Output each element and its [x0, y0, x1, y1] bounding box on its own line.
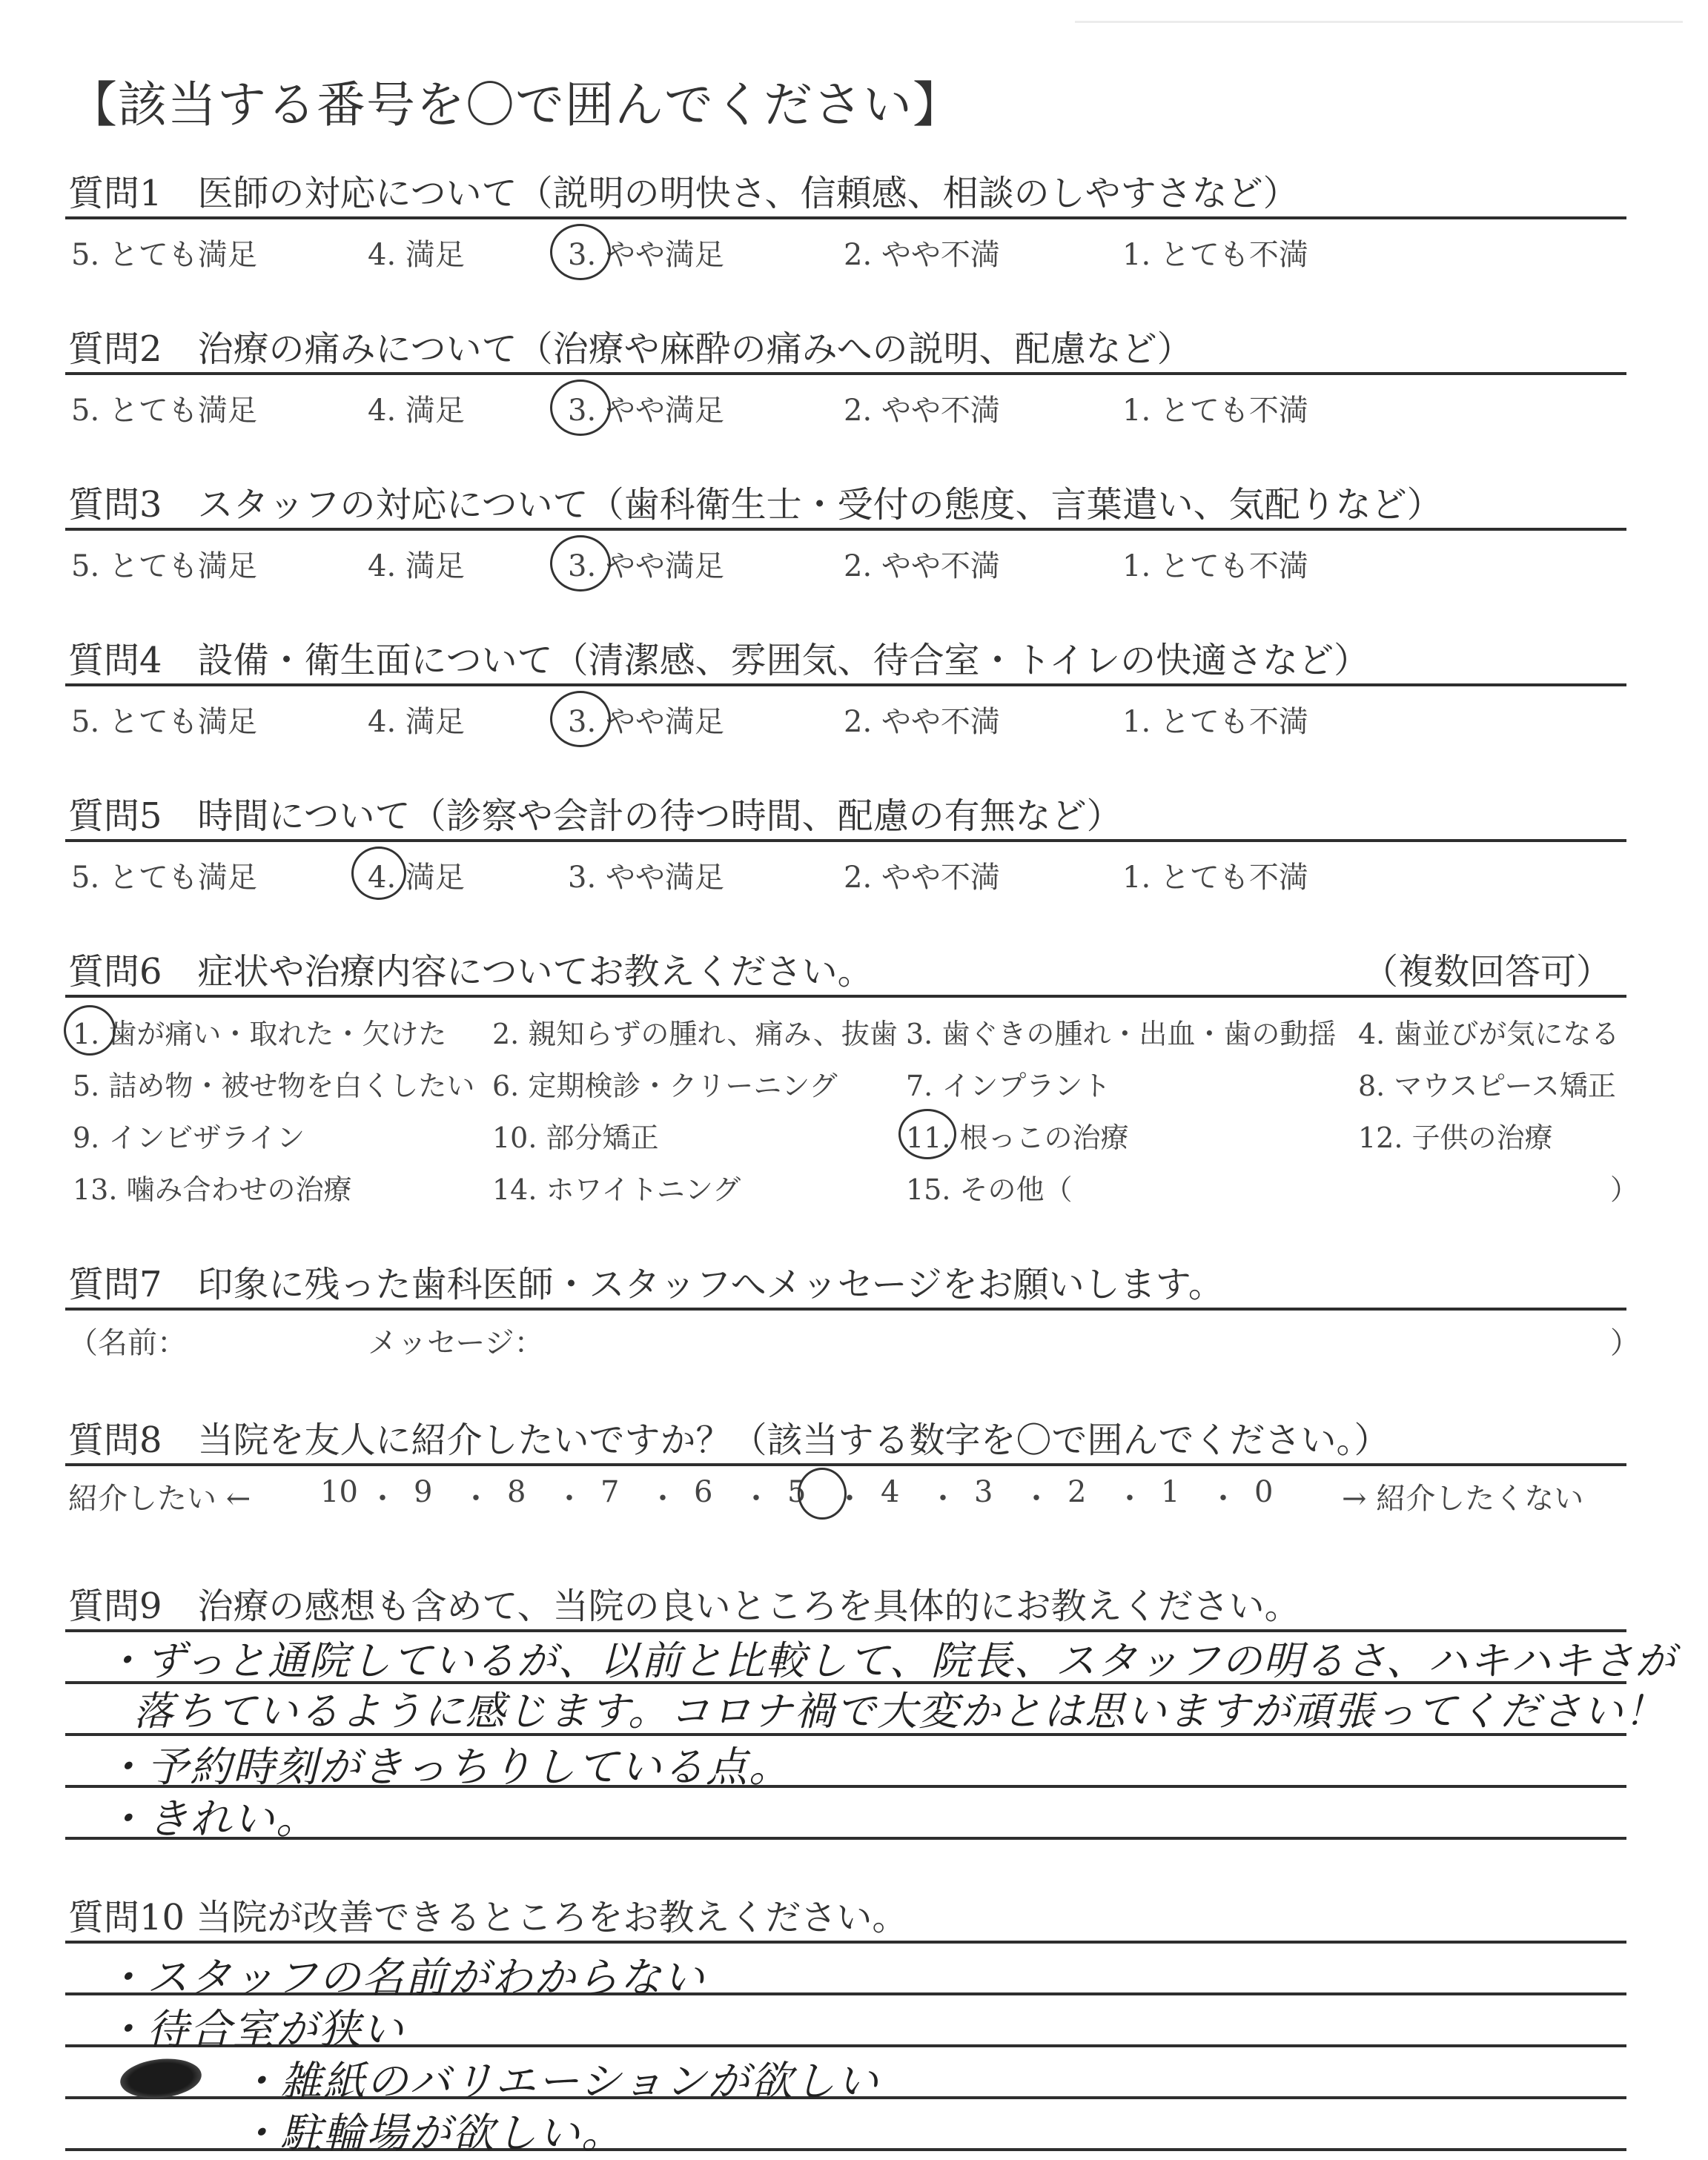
- scribbled-out-mark: [119, 2055, 204, 2101]
- q3-option-5[interactable]: 5. とても満足: [71, 549, 257, 583]
- q8-left-label: 紹介したい ←: [68, 1482, 251, 1516]
- q3-selection-circle: [550, 535, 611, 592]
- q2-selection-circle: [550, 380, 611, 436]
- q8-right-label: → 紹介したくない: [1342, 1482, 1584, 1516]
- q2-option-4[interactable]: 4. 満足: [368, 394, 465, 428]
- q2-rule: [65, 372, 1626, 375]
- q6-option-2[interactable]: 2. 親知らずの腫れ、痛み、抜歯: [492, 1018, 898, 1050]
- q10-answer-line-4: ・駐輪場が欲しい。: [237, 2110, 624, 2158]
- q3-option-1[interactable]: 1. とても不満: [1122, 549, 1308, 583]
- q1-option-1[interactable]: 1. とても不満: [1122, 238, 1308, 272]
- q10-answer-line-1: ・スタッフの名前がわからない: [104, 1954, 706, 2002]
- q4-option-5[interactable]: 5. とても満足: [71, 705, 257, 739]
- q8-selection-circle: [798, 1468, 847, 1520]
- q6-heading: 質問6 症状や治療内容についてお教えください。: [68, 951, 873, 993]
- q6-other-close-paren: ）: [1610, 1173, 1639, 1206]
- q6-selection-circle-11: [898, 1109, 956, 1159]
- q4-heading: 質問4 設備・衛生面について（清潔感、雰囲気、待合室・トイレの快適さなど）: [68, 640, 1370, 681]
- q8-scale-dot: ・: [928, 1482, 958, 1516]
- q1-option-3[interactable]: 3. やや満足: [568, 238, 724, 272]
- q2-option-3[interactable]: 3. やや満足: [568, 394, 724, 428]
- q8-scale-value-7[interactable]: 7: [600, 1475, 620, 1509]
- q3-option-2[interactable]: 2. やや不満: [844, 549, 1000, 583]
- q2-option-2[interactable]: 2. やや不満: [844, 394, 1000, 428]
- q9-heading: 質問9 治療の感想も含めて、当院の良いところを具体的にお教えください。: [68, 1586, 1300, 1627]
- q8-scale-value-10[interactable]: 10: [320, 1475, 358, 1509]
- scan-edge-line: [1075, 21, 1683, 23]
- q6-option-3[interactable]: 3. 歯ぐきの腫れ・出血・歯の動揺: [906, 1018, 1337, 1050]
- q10-rule-1: [65, 1941, 1626, 1944]
- q9-answer-line-2: 落ちているように感じます。コロナ禍で大変かとは思いますが頑張ってください！: [133, 1688, 1666, 1735]
- q7-close-paren: ）: [1610, 1326, 1640, 1360]
- q8-scale-dot: ・: [1022, 1482, 1051, 1516]
- q1-selection-circle: [550, 224, 611, 280]
- q8-scale-value-0[interactable]: 0: [1254, 1475, 1274, 1509]
- q5-option-2[interactable]: 2. やや不満: [844, 861, 1000, 895]
- q5-selection-circle: [351, 847, 406, 900]
- q8-scale-value-2[interactable]: 2: [1068, 1475, 1087, 1509]
- q6-option-5[interactable]: 5. 詰め物・被せ物を白くしたい: [73, 1070, 475, 1102]
- q8-scale-dot: ・: [461, 1482, 491, 1516]
- q10-answer-line-3: ・雑紙のバリエーションが欲しい: [237, 2058, 880, 2106]
- q10-heading: 質問10 当院が改善できるところをお教えください。: [68, 1897, 908, 1938]
- q2-option-5[interactable]: 5. とても満足: [71, 394, 257, 428]
- q1-option-4[interactable]: 4. 満足: [368, 238, 465, 272]
- q7-heading: 質問7 印象に残った歯科医師・スタッフへメッセージをお願いします。: [68, 1264, 1224, 1305]
- q5-rule: [65, 839, 1626, 842]
- q7-name-label: （名前：: [68, 1326, 187, 1360]
- q8-scale-value-1[interactable]: 1: [1161, 1475, 1180, 1509]
- q6-option-8[interactable]: 8. マウスピース矯正: [1358, 1070, 1616, 1102]
- q8-scale-value-6[interactable]: 6: [694, 1475, 713, 1509]
- q6-option-9[interactable]: 9. インビザライン: [73, 1122, 305, 1154]
- q5-option-5[interactable]: 5. とても満足: [71, 861, 257, 895]
- q4-option-4[interactable]: 4. 満足: [368, 705, 465, 739]
- q8-scale-value-5[interactable]: 5: [787, 1475, 807, 1509]
- q2-heading: 質問2 治療の痛みについて（治療や麻酔の痛みへの説明、配慮など）: [68, 328, 1193, 370]
- q5-option-3[interactable]: 3. やや満足: [568, 861, 724, 895]
- q4-option-3[interactable]: 3. やや満足: [568, 705, 724, 739]
- q6-option-10[interactable]: 10. 部分矯正: [492, 1122, 659, 1154]
- q6-option-4[interactable]: 4. 歯並びが気になる: [1358, 1018, 1620, 1050]
- q2-option-1[interactable]: 1. とても不満: [1122, 394, 1308, 428]
- q4-option-2[interactable]: 2. やや不満: [844, 705, 1000, 739]
- q6-option-6[interactable]: 6. 定期検診・クリーニング: [492, 1070, 838, 1102]
- q8-scale-dot: ・: [555, 1482, 584, 1516]
- q1-rule: [65, 216, 1626, 219]
- q6-option-15[interactable]: 15. その他（: [906, 1173, 1073, 1206]
- q7-message-label: メッセージ：: [368, 1326, 544, 1360]
- q3-rule: [65, 528, 1626, 531]
- q6-option-12[interactable]: 12. 子供の治療: [1358, 1122, 1553, 1154]
- q5-heading: 質問5 時間について（診察や会計の待つ時間、配慮の有無など）: [68, 795, 1122, 837]
- q6-multiple-note: （複数回答可）: [1363, 951, 1612, 993]
- q8-scale-dot: ・: [648, 1482, 678, 1516]
- q9-answer-line-3: ・予約時刻がきっちりしている点。: [104, 1743, 792, 1792]
- q6-option-1[interactable]: 1. 歯が痛い・取れた・欠けた: [73, 1018, 447, 1050]
- q6-selection-circle-1: [64, 1005, 116, 1056]
- q6-option-11[interactable]: 11. 根っこの治療: [906, 1122, 1129, 1154]
- q1-heading: 質問1 医師の対応について（説明の明快さ、信頼感、相談のしやすさなど）: [68, 173, 1299, 214]
- q3-option-4[interactable]: 4. 満足: [368, 549, 465, 583]
- q4-selection-circle: [550, 691, 611, 747]
- q10-answer-line-2: ・待合室が狭い: [104, 2006, 405, 2054]
- q3-heading: 質問3 スタッフの対応について（歯科衛生士・受付の態度、言葉遣い、気配りなど）: [68, 484, 1443, 526]
- q7-rule: [65, 1308, 1626, 1311]
- q8-heading: 質問8 当院を友人に紹介したいですか？（該当する数字を〇で囲んでください。）: [68, 1419, 1390, 1461]
- q8-scale-value-4[interactable]: 4: [881, 1475, 900, 1509]
- q8-scale-dot: ・: [1208, 1482, 1238, 1516]
- page-title: 【該当する番号を〇で囲んでください】: [68, 76, 962, 133]
- q6-option-13[interactable]: 13. 噛み合わせの治療: [73, 1173, 352, 1206]
- q8-scale-dot: ・: [835, 1482, 864, 1516]
- q9-answer-line-1: ・ずっと通院しているが、以前と比較して、院長、スタッフの明るさ、ハキハキさが: [104, 1637, 1677, 1684]
- q4-option-1[interactable]: 1. とても不満: [1122, 705, 1308, 739]
- q9-answer-line-4: ・きれい。: [104, 1795, 319, 1843]
- q1-option-5[interactable]: 5. とても満足: [71, 238, 257, 272]
- q6-option-14[interactable]: 14. ホワイトニング: [492, 1173, 741, 1206]
- q8-scale-dot: ・: [1115, 1482, 1145, 1516]
- q8-rule: [65, 1463, 1626, 1466]
- q8-scale-value-8[interactable]: 8: [507, 1475, 526, 1509]
- q6-rule: [65, 995, 1626, 998]
- q5-option-1[interactable]: 1. とても不満: [1122, 861, 1308, 895]
- q8-scale-dot: ・: [368, 1482, 397, 1516]
- q3-option-3[interactable]: 3. やや満足: [568, 549, 724, 583]
- q4-rule: [65, 683, 1626, 686]
- q5-option-4[interactable]: 4. 満足: [368, 861, 465, 895]
- q8-scale-value-3[interactable]: 3: [974, 1475, 993, 1509]
- q6-option-7[interactable]: 7. インプラント: [906, 1070, 1111, 1102]
- q8-scale-dot: ・: [741, 1482, 771, 1516]
- q8-scale-value-9[interactable]: 9: [414, 1475, 433, 1509]
- q1-option-2[interactable]: 2. やや不満: [844, 238, 1000, 272]
